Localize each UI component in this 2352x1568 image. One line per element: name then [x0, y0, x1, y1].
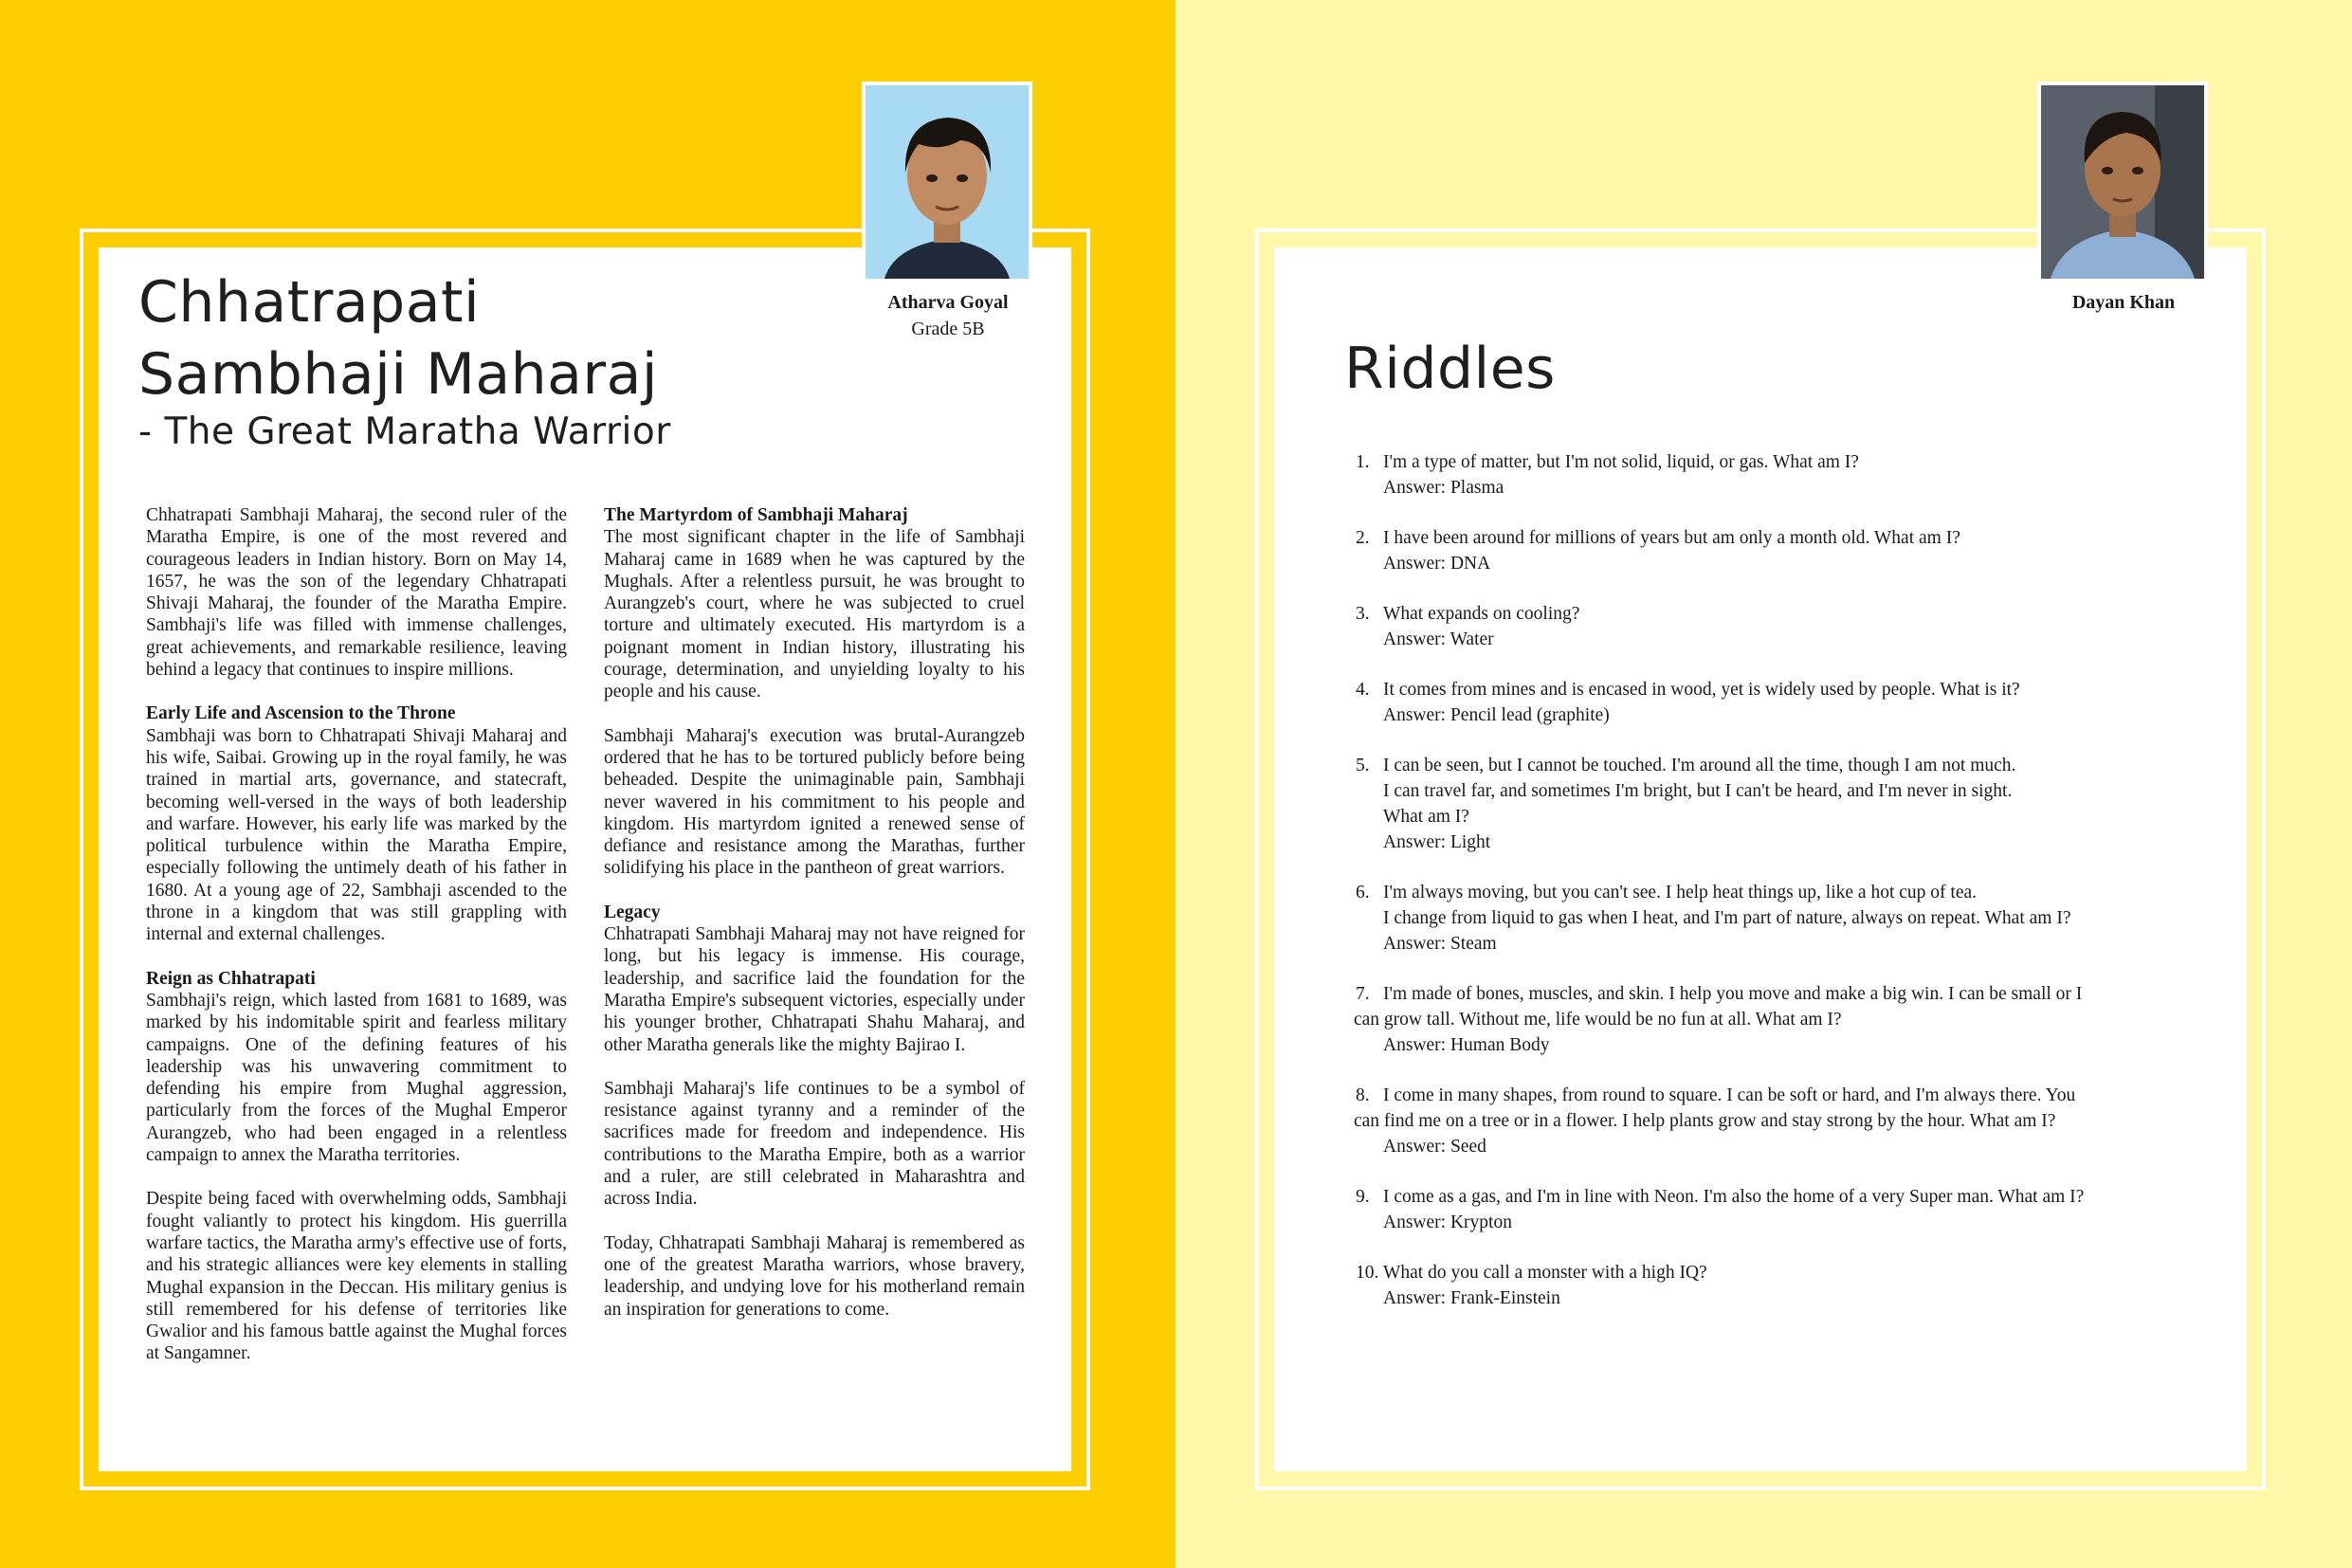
riddle-question-text: I can be seen, but I cannot be touched. I'm around all the time, though I am not much.: [1383, 756, 2016, 775]
riddle-answer: Answer: Krypton: [1383, 1212, 1512, 1232]
riddle-number: 6.: [1356, 883, 1370, 903]
article-column-2: [604, 504, 1025, 1342]
riddle-question-text: I come as a gas, and I'm in line with Neon. I'm also the home of a very Super man. What am I?: [1383, 1187, 2085, 1207]
author-grade: Grade 5B: [911, 319, 985, 339]
riddle-answer: Answer: Pencil lead (graphite): [1383, 705, 1610, 725]
riddle-question-text: I'm made of bones, muscles, and skin. I help you move and make a big win. I can be small or I: [1383, 984, 2083, 1004]
riddle-question-line: [1354, 677, 2141, 702]
martyrdom-section: [604, 504, 1025, 703]
riddle-item: [1354, 677, 2141, 728]
riddle-question-line: I can travel far, and sometimes I'm bright, but I can't be heard, and I'm never in sight.: [1383, 781, 2013, 801]
section-text: Chhatrapati Sambhaji Maharaj may not have reigned for long, but his legacy is immense. His courage, leadership, and sacrifice laid the foundation for the Maratha Empire's subsequent victories, especially under his younger brother, Chhatrapati Shahu Maharaj, and other Maratha generals like the mighty Bajirao I.: [604, 924, 1025, 1055]
riddle-question-line: [1354, 1260, 2141, 1285]
riddle-number: 3.: [1356, 604, 1370, 624]
riddle-number: 7.: [1356, 984, 1370, 1004]
riddle-question-line: can find me on a tree or in a flower. I help plants grow and stay strong by the hour. What am I?: [1354, 1111, 2056, 1131]
riddle-question-line: can grow tall. Without me, life would be no fun at all. What am I?: [1354, 1010, 1842, 1030]
riddle-answer: Answer: Light: [1383, 832, 1491, 852]
riddle-answer: Answer: DNA: [1383, 554, 1491, 574]
execution-paragraph: Sambhaji Maharaj's execution was brutal-Aurangzeb ordered that he has to be tortured publicly before being beheaded. Despite the unimaginable pain, Sambhaji never wavered in his commitment to his people and kingdom. His martyrdom ignited a renewed sense of defiance and resistance among the Marathas, further solidifying his place in the pantheon of great warriors.: [604, 725, 1025, 879]
riddle-question-line: [1354, 981, 2141, 1007]
riddle-question-line: [1354, 1184, 2141, 1210]
riddle-number: 8.: [1356, 1085, 1370, 1105]
riddle-number: 9.: [1356, 1187, 1370, 1207]
article-column-1: [146, 504, 567, 1387]
riddle-question-line: [1354, 753, 2141, 778]
student-portrait-icon: [2041, 85, 2204, 279]
section-heading: Reign as Chhatrapati: [146, 968, 316, 989]
intro-paragraph: Chhatrapati Sambhaji Maharaj, the second ruler of the Maratha Empire, is one of the most revered and courageous leaders in Indian history. Born on May 14, 1657, he was the son of the legendary Chhatrapati Shivaji Maharaj, the founder of the Maratha Empire. Sambhaji's life was filled with immense challenges, great achievements, and remarkable resilience, leaving behind a legacy that continues to inspire millions.: [146, 505, 567, 681]
today-paragraph: Today, Chhatrapati Sambhaji Maharaj is remembered as one of the greatest Maratha warriors, whose bravery, leadership, and undying love for his motherland remain an inspiration for generations to come.: [604, 1232, 1025, 1320]
riddle-question-line: [1354, 601, 2141, 627]
riddle-number: 4.: [1356, 680, 1370, 700]
riddle-number: 2.: [1356, 528, 1370, 548]
riddle-answer: Answer: Seed: [1383, 1137, 1486, 1157]
riddle-question-line: What am I?: [1383, 807, 1469, 827]
riddle-question-line: [1354, 880, 2141, 905]
riddle-question-text: I'm a type of matter, but I'm not solid, liquid, or gas. What am I?: [1383, 452, 1859, 472]
riddle-question-text: I'm always moving, but you can't see. I help heat things up, like a hot cup of tea.: [1383, 883, 1977, 903]
riddles-title: Riddles: [1344, 336, 1556, 402]
riddle-answer: Answer: Plasma: [1383, 478, 1504, 498]
riddle-item: [1354, 449, 2141, 501]
riddle-answer: Answer: Water: [1383, 629, 1494, 649]
riddles-list: [1354, 449, 2141, 1336]
riddle-question-text: I come in many shapes, from round to square. I can be soft or hard, and I'm always there. You: [1383, 1085, 2076, 1105]
riddle-item: [1354, 1184, 2141, 1235]
riddle-answer: Answer: Human Body: [1383, 1035, 1550, 1055]
author-photo-dayan: [2037, 82, 2208, 283]
article-title-line1: Chhatrapati: [138, 269, 481, 336]
riddle-question-text: It comes from mines and is encased in wood, yet is widely used by people. What is it?: [1383, 680, 2020, 700]
riddle-question-text: What expands on cooling?: [1383, 604, 1580, 624]
riddle-number: 10.: [1356, 1263, 1379, 1283]
legacy-section: [604, 902, 1025, 1056]
riddle-question-line: [1354, 525, 2141, 551]
riddle-item: [1354, 880, 2141, 957]
section-heading: Legacy: [604, 902, 661, 922]
section-heading: Early Life and Ascension to the Throne: [146, 703, 456, 724]
section-text: Sambhaji was born to Chhatrapati Shivaji Maharaj and his wife, Saibai. Growing up in the royal family, he was trained in martial arts, governance, and statecraft, becoming well-versed in the ways of both leadership and warfare. However, his early life was marked by the political turbulence within the Maratha Empire, especially following the untimely death of his father in 1680. At a young age of 22, Sambhaji ascended to the throne in a kingdom that was still grappling with internal and external challenges.: [146, 725, 567, 945]
riddle-answer: Answer: Frank-Einstein: [1383, 1288, 1560, 1308]
riddle-item: [1354, 753, 2141, 855]
article-subtitle: - The Great Maratha Warrior: [138, 410, 671, 453]
riddle-question-text: What do you call a monster with a high IQ?: [1383, 1263, 1707, 1283]
article-title-line2: Sambhaji Maharaj: [138, 341, 659, 408]
reign-section: [146, 968, 567, 1167]
author-name: Atharva Goyal: [887, 292, 1009, 313]
author-photo-atharva: [862, 82, 1032, 283]
riddle-number: 5.: [1356, 756, 1370, 775]
section-heading: The Martyrdom of Sambhaji Maharaj: [604, 505, 908, 525]
odds-paragraph: Despite being faced with overwhelming odds, Sambhaji fought valiantly to protect his kingdom. His guerrilla warfare tactics, the Maratha army's effective use of forts, and his strategic alliances were key elements in stalling Mughal expansion in the Deccan. His military genius is still remembered for his defense of territories like Gwalior and his famous battle against the Mughal forces at Sangamner.: [146, 1189, 567, 1364]
section-text: Sambhaji's reign, which lasted from 1681 to 1689, was marked by his indomitable spirit and fearless military campaigns. One of the defining features of his leadership was his unwavering commitment to defending his empire from Mughal aggression, particularly from the forces of the Mughal Emperor Aurangzeb, who had been engaged in a relentless campaign to annex the Maratha territories.: [146, 990, 567, 1166]
early-life-section: [146, 702, 567, 945]
section-text: The most significant chapter in the life of Sambhaji Maharaj came in 1689 when he was captured by the Mughals. After a relentless pursuit, he was brought to Aurangzeb's court, where he was subjected to cruel torture and ultimately executed. His martyrdom is a poignant moment in Indian history, illustrating his courage, determination, and unyielding loyalty to his people and his cause.: [604, 527, 1025, 702]
riddle-item: [1354, 525, 2141, 576]
riddle-item: [1354, 1083, 2141, 1159]
author-name: Dayan Khan: [2071, 292, 2176, 313]
student-portrait-icon: [866, 85, 1029, 279]
symbol-paragraph: Sambhaji Maharaj's life continues to be a symbol of resistance against tyranny and a reminder of the sacrifices made for freedom and independence. His contributions to the Maratha Empire, both as a warrior and a ruler, are still celebrated in Maharashtra and across India.: [604, 1078, 1025, 1210]
riddle-question-line: I change from liquid to gas when I heat, and I'm part of nature, always on repeat. What am I?: [1383, 908, 2071, 928]
riddle-answer: Answer: Steam: [1383, 934, 1497, 954]
riddle-item: [1354, 1260, 2141, 1311]
riddle-item: [1354, 981, 2141, 1058]
riddle-item: [1354, 601, 2141, 652]
riddle-number: 1.: [1356, 452, 1370, 472]
riddle-question-line: [1354, 1083, 2141, 1108]
riddle-question-text: I have been around for millions of years but am only a month old. What am I?: [1383, 528, 1960, 548]
riddle-question-line: [1354, 449, 2141, 475]
